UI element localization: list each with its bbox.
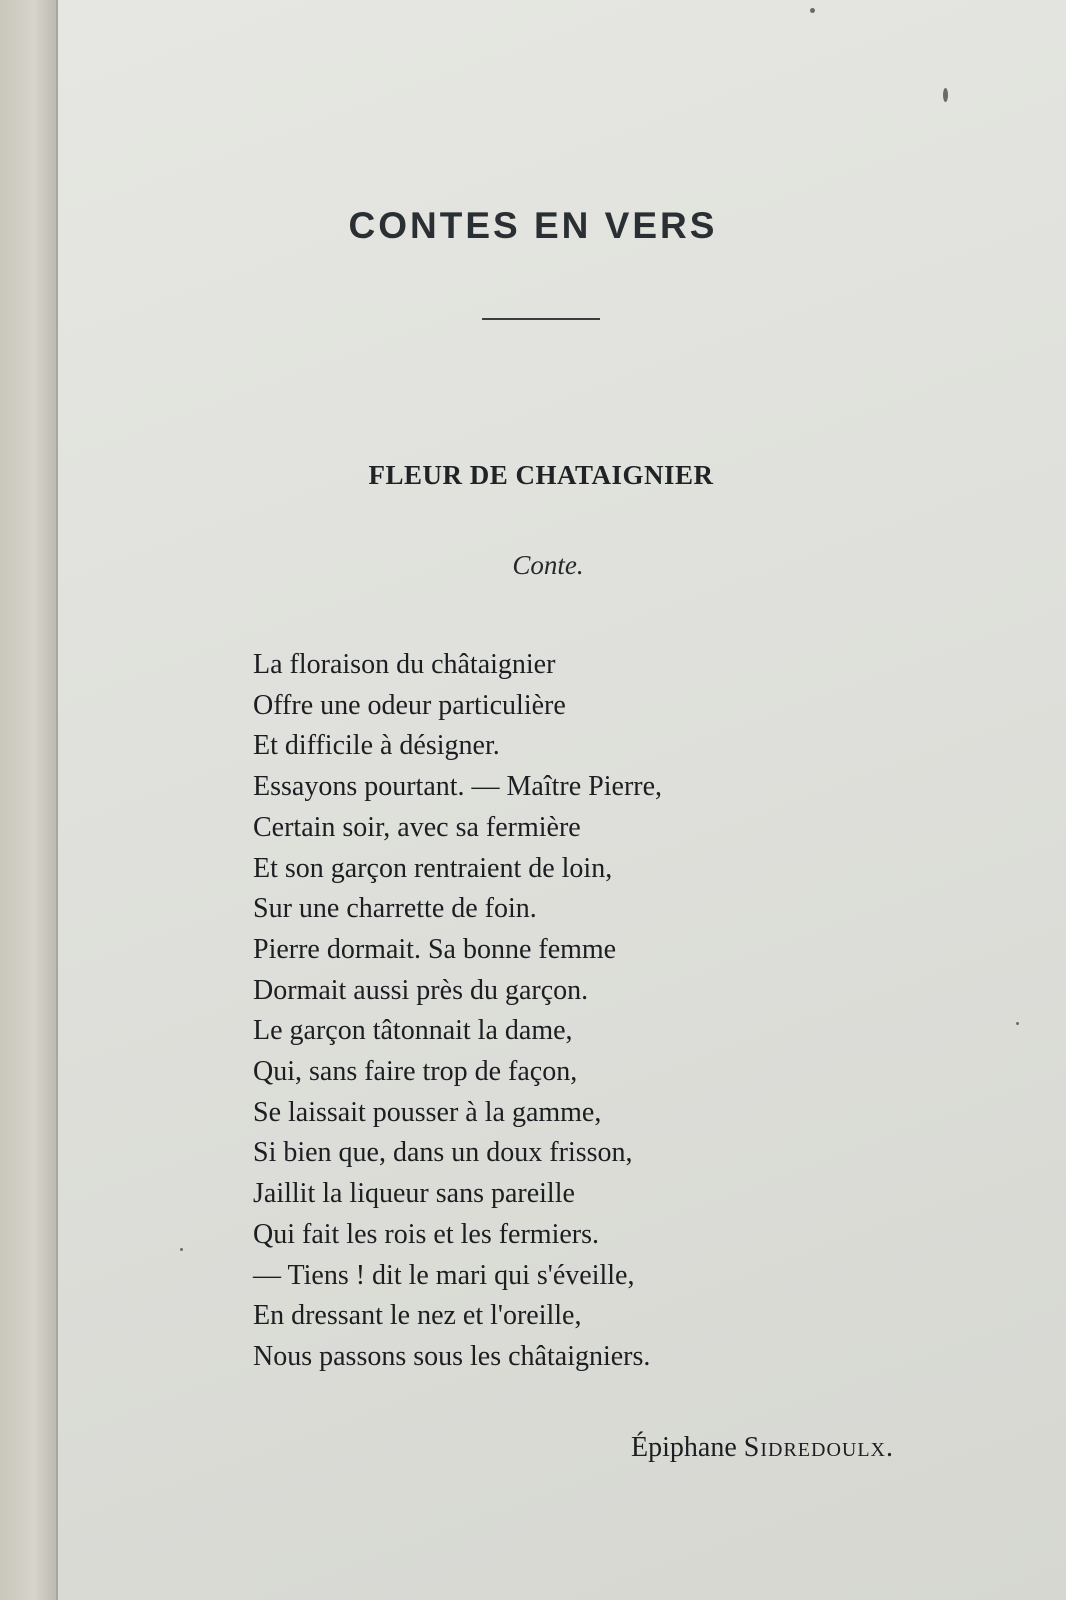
poem-verses [253,645,662,1378]
author-last-name: Sidredoulx. [743,1432,894,1463]
verse-line: Et difficile à désigner. [253,730,500,762]
verse-line: En dressant le nez et l'oreille, [253,1300,582,1332]
verse-line: Si bien que, dans un doux frisson, [253,1137,633,1169]
poem-subtitle: Conte. [512,550,584,580]
verse-line: Qui fait les rois et les fermiers. [253,1218,600,1250]
paper-speck [810,8,815,13]
verse-line: Pierre dormait. Sa bonne femme [253,933,617,965]
author-signature [631,1432,894,1464]
verse-line: Nous passons sous les châtaigniers. [253,1340,651,1372]
verse-line: Qui, sans faire trop de façon, [253,1056,578,1088]
paper-speck [943,88,948,102]
verse-line: Et son garçon rentraient de loin, [253,852,613,884]
verse-line: Offre une odeur particulière [253,689,566,721]
verse-line: Certain soir, avec sa fermière [253,811,581,843]
paper-speck [1016,1022,1019,1025]
verse-line: La floraison du châtaignier [253,649,556,680]
verse-line: Sur une charrette de foin. [253,893,537,925]
verse-line: Essayons pourtant. — Maître Pierre, [253,771,663,803]
verse-line: Se laissait pousser à la gamme, [253,1096,602,1128]
poem-title: FLEUR DE CHATAIGNIER [368,460,714,490]
page-title: CONTES EN VERS [348,205,718,246]
verse-line: Le garçon tâtonnait la dame, [253,1015,573,1047]
author-first-name: Épiphane [631,1432,737,1463]
verse-line: Jaillit la liqueur sans pareille [253,1178,575,1210]
paper-speck [180,1248,183,1251]
title-divider [482,318,600,320]
verse-line: Dormait aussi près du garçon. [253,974,589,1006]
verse-line: — Tiens ! dit le mari qui s'éveille, [253,1259,635,1291]
